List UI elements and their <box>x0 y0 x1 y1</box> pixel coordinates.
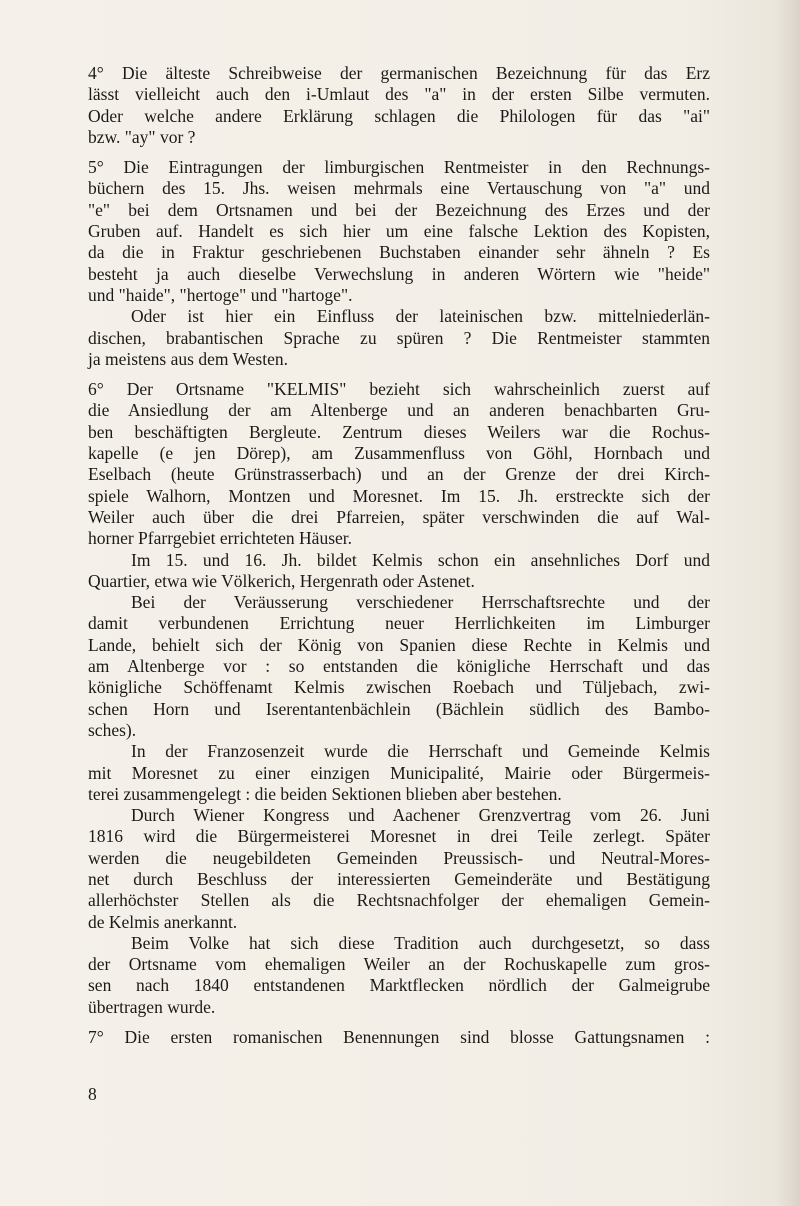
text-line: bzw. "ay" vor ? <box>88 126 196 147</box>
text-line: sches). <box>88 719 137 740</box>
text-line: Quartier, etwa wie Völkerich, Hergenrath oder Astenet. <box>88 570 475 591</box>
text-line: übertragen wurde. <box>88 996 216 1017</box>
text-line: Lande, behielt sich der König von Spanien diese Rechte in Kelmis und <box>88 634 710 655</box>
paragraph-gap <box>88 148 710 157</box>
text-line: "e" bei dem Ortsnamen und bei der Bezeichnung des Erzes und der <box>88 199 710 220</box>
text-line: kapelle (e jen Dörep), am Zusammenfluss von Göhl, Hornbach und <box>88 443 710 464</box>
text-line: horner Pfarrgebiet errichteten Häuser. <box>88 528 353 549</box>
text-line: ja meistens aus dem Westen. <box>88 348 288 369</box>
text-line: Gruben auf. Handelt es sich hier um eine falsche Lektion des Kopisten, <box>88 221 710 242</box>
text-line: damit verbundenen Errichtung neuer Herrlichkeiten im Limburger <box>88 613 710 634</box>
text-line: schen Horn und Iserentantenbächlein (Bächlein südlich des Bambo- <box>88 698 710 719</box>
text-line: Bei der Veräusserung verschiedener Herrschaftsrechte und der <box>131 592 710 613</box>
text-line: Beim Volke hat sich diese Tradition auch durchgesetzt, so dass <box>131 932 710 953</box>
text-line: Oder ist hier ein Einfluss der lateinischen bzw. mittelniederlän- <box>131 306 710 327</box>
text-line: sen nach 1840 entstandenen Marktflecken nördlich der Galmeigrube <box>88 975 710 996</box>
body-text <box>88 63 710 1048</box>
text-line: 6° Der Ortsname "KELMIS" bezieht sich wahrscheinlich zuerst auf <box>88 379 710 400</box>
text-line: 1816 wird die Bürgermeisterei Moresnet in drei Teile zerlegt. Später <box>88 826 710 847</box>
text-line: Im 15. und 16. Jh. bildet Kelmis schon ein ansehnliches Dorf und <box>131 549 710 570</box>
text-line: lässt vielleicht auch den i-Umlaut des "a" in der ersten Silbe vermuten. <box>88 84 710 105</box>
text-line: da die in Fraktur geschriebenen Buchstaben einander sehr ähneln ? Es <box>88 242 710 263</box>
text-line: 4° Die älteste Schreibweise der germanischen Bezeichnung für das Erz <box>88 63 710 83</box>
text-line: In der Franzosenzeit wurde die Herrschaft und Gemeinde Kelmis <box>131 741 710 762</box>
text-line: de Kelmis anerkannt. <box>88 911 238 932</box>
text-line: Oder welche andere Erklärung schlagen die Philologen für das "ai" <box>88 105 710 126</box>
page-number: 8 <box>88 1084 97 1104</box>
text-line: net durch Beschluss der interessierten Gemeinderäte und Bestätigung <box>88 868 710 889</box>
text-line: 5° Die Eintragungen der limburgischen Rentmeister in den Rechnungs- <box>88 157 710 178</box>
text-line: spiele Walhorn, Montzen und Moresnet. Im 15. Jh. erstreckte sich der <box>88 485 710 506</box>
text-line: die Ansiedlung der am Altenberge und an anderen benachbarten Gru- <box>88 400 710 421</box>
text-line: allerhöchster Stellen als die Rechtsnachfolger der ehemaligen Gemein- <box>88 890 710 911</box>
text-line: der Ortsname vom ehemaligen Weiler an der Rochuskapelle zum gros- <box>88 954 710 975</box>
text-line: Weiler auch über die drei Pfarreien, später verschwinden die auf Wal- <box>88 506 710 527</box>
text-line: Eselbach (heute Grünstrasserbach) und an der Grenze der drei Kirch- <box>88 464 710 485</box>
text-line: dischen, brabantischen Sprache zu spüren ? Die Rentmeister stammten <box>88 327 710 348</box>
text-line: werden die neugebildeten Gemeinden Preussisch- und Neutral-Mores- <box>88 847 710 868</box>
text-line: und "haide", "hertoge" und "hartoge". <box>88 284 353 305</box>
text-line: 7° Die ersten romanischen Benennungen sind blosse Gattungsnamen : <box>88 1027 710 1048</box>
paragraph-gap <box>88 370 710 379</box>
text-line: Durch Wiener Kongress und Aachener Grenzvertrag vom 26. Juni <box>131 805 710 826</box>
text-line: königliche Schöffenamt Kelmis zwischen Roebach und Tüljebach, zwi- <box>88 677 710 698</box>
text-line: mit Moresnet zu einer einzigen Municipalité, Mairie oder Bürgermeis- <box>88 762 710 783</box>
paragraph-gap <box>88 1018 710 1027</box>
text-line: büchern des 15. Jhs. weisen mehrmals eine Vertauschung von "a" und <box>88 178 710 199</box>
text-line: ben beschäftigten Bergleute. Zentrum dieses Weilers war die Rochus- <box>88 421 710 442</box>
text-line: terei zusammengelegt : die beiden Sektionen blieben aber bestehen. <box>88 783 562 804</box>
text-line: besteht ja auch dieselbe Verwechslung in anderen Wörtern wie "heide" <box>88 263 710 284</box>
text-line: am Altenberge vor : so entstanden die königliche Herrschaft und das <box>88 656 710 677</box>
